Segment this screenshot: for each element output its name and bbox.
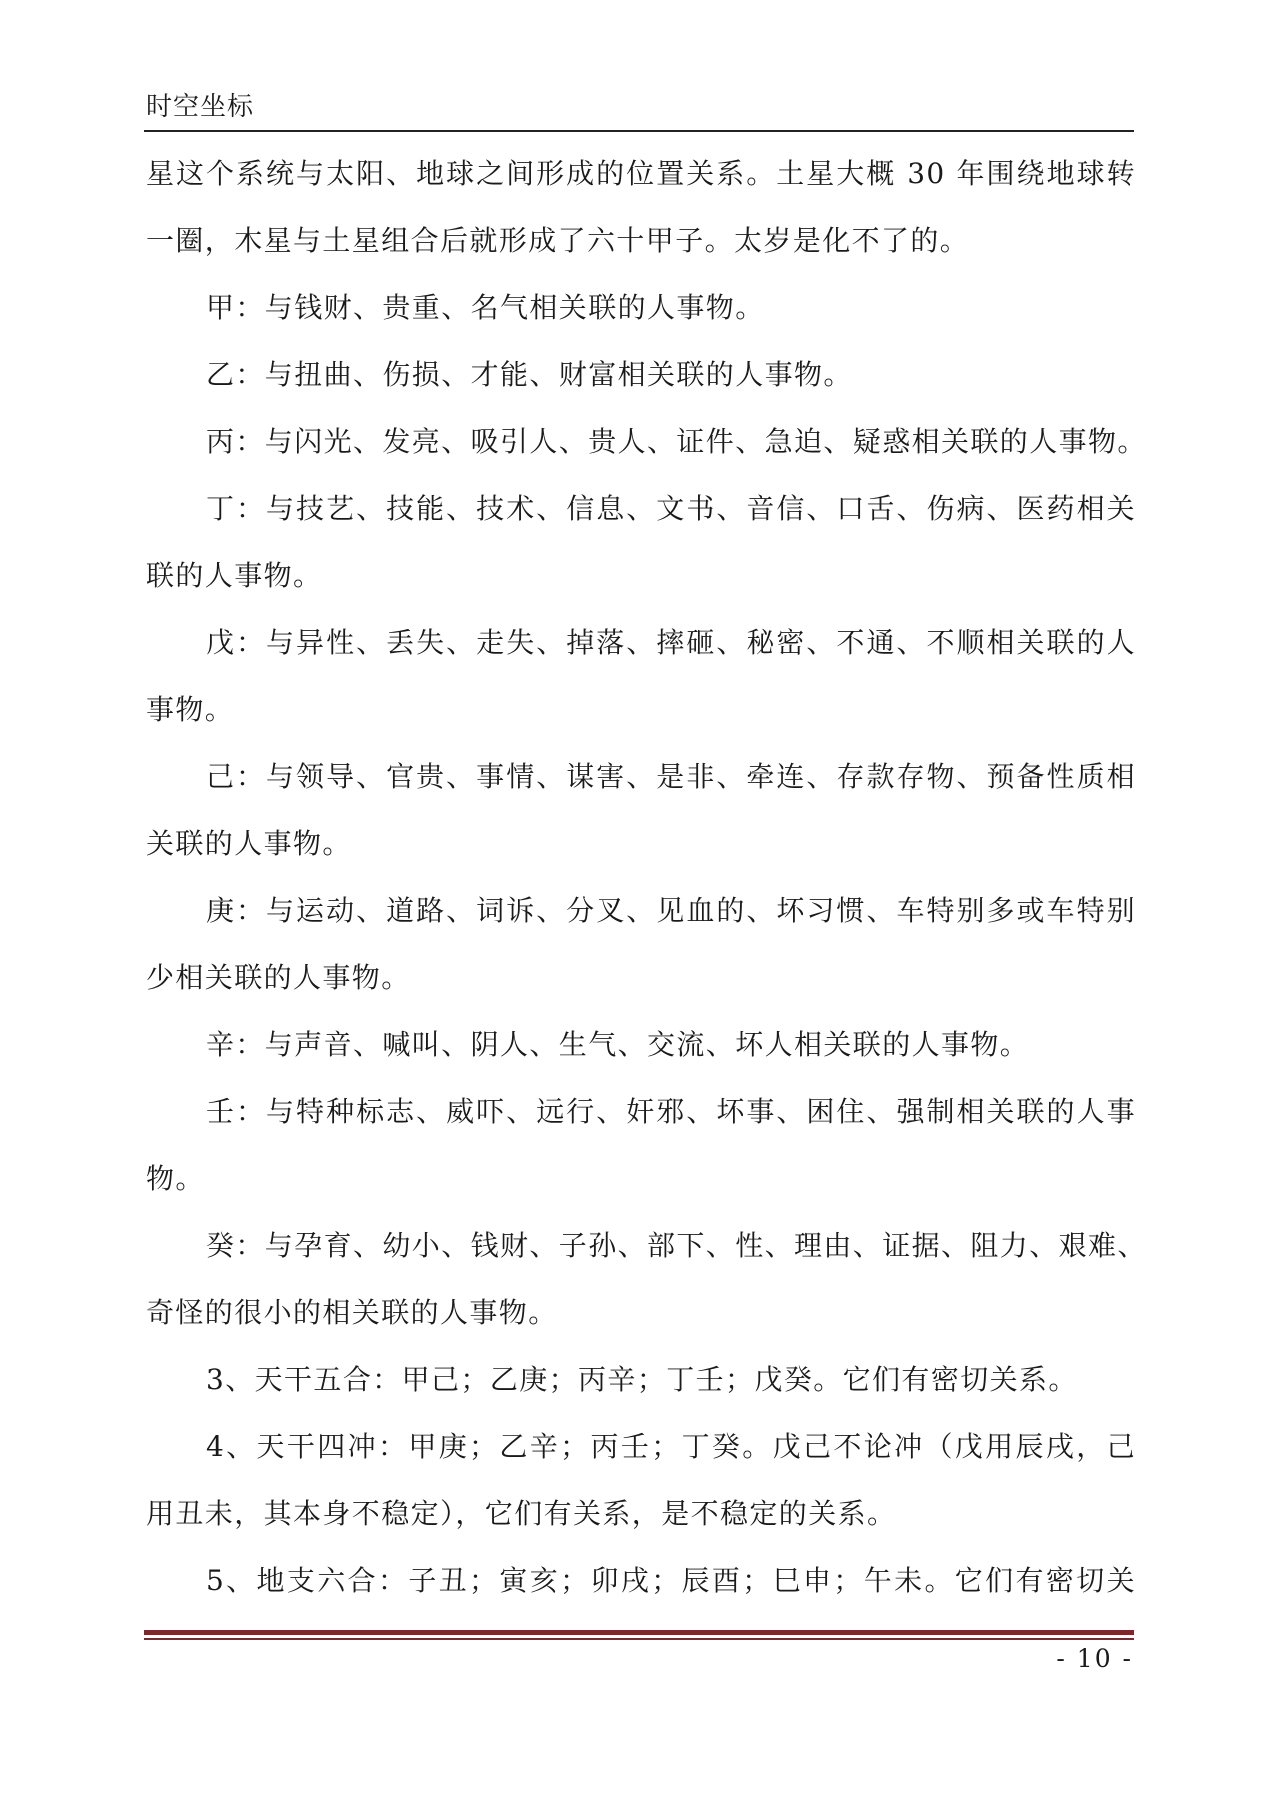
footer-rule-thick xyxy=(144,1630,1134,1635)
text-line: 癸：与孕育、幼小、钱财、子孙、部下、性、理由、证据、阻力、艰难、 xyxy=(206,1229,1147,1262)
footer-rule-thin xyxy=(144,1638,1134,1640)
text-line: 壬：与特种标志、威吓、远行、奸邪、坏事、困住、强制相关联的人事 xyxy=(206,1095,1136,1128)
text-line: 辛：与声音、喊叫、阴人、生气、交流、坏人相关联的人事物。 xyxy=(206,1028,1030,1061)
text-line: 庚：与运动、道路、词诉、分叉、见血的、坏习惯、车特别多或车特别 xyxy=(206,894,1136,927)
text-line: 用丑未，其本身不稳定），它们有关系，是不稳定的关系。 xyxy=(146,1497,897,1530)
text-line: 少相关联的人事物。 xyxy=(146,961,411,994)
text-line: 物。 xyxy=(146,1162,205,1195)
text-line: 乙：与扭曲、伤损、才能、财富相关联的人事物。 xyxy=(206,358,853,391)
page-number: - 10 - xyxy=(1056,1644,1133,1673)
text-line: 关联的人事物。 xyxy=(146,827,352,860)
text-line: 丁：与技艺、技能、技术、信息、文书、音信、口舌、伤病、医药相关 xyxy=(206,492,1136,525)
text-line: 奇怪的很小的相关联的人事物。 xyxy=(146,1296,558,1329)
text-line: 4、天干四冲：甲庚；乙辛；丙壬；丁癸。戊己不论冲（戊用辰戌，己 xyxy=(206,1430,1136,1463)
body-text xyxy=(146,157,1147,1631)
text-line: 3、天干五合：甲己；乙庚；丙辛；丁壬；戊癸。它们有密切关系。 xyxy=(206,1363,1078,1396)
text-line: 5、地支六合：子丑；寅亥；卯戌；辰酉；巳申；午未。它们有密切关 xyxy=(206,1564,1136,1597)
header-title: 时空坐标 xyxy=(146,92,255,122)
text-line: 联的人事物。 xyxy=(146,559,323,592)
text-line: 己：与领导、官贵、事情、谋害、是非、牵连、存款存物、预备性质相 xyxy=(206,760,1136,793)
text-line: 星这个系统与太阳、地球之间形成的位置关系。土星大概 30 年围绕地球转 xyxy=(146,157,1136,190)
text-line: 戊：与异性、丢失、走失、掉落、摔砸、秘密、不通、不顺相关联的人 xyxy=(206,626,1136,659)
header-rule xyxy=(144,130,1134,132)
text-line: 事物。 xyxy=(146,693,235,726)
text-line: 甲：与钱财、贵重、名气相关联的人事物。 xyxy=(206,291,765,324)
text-line: 丙：与闪光、发亮、吸引人、贵人、证件、急迫、疑惑相关联的人事物。 xyxy=(206,425,1147,458)
text-line: 一圈，木星与土星组合后就形成了六十甲子。太岁是化不了的。 xyxy=(146,224,970,257)
